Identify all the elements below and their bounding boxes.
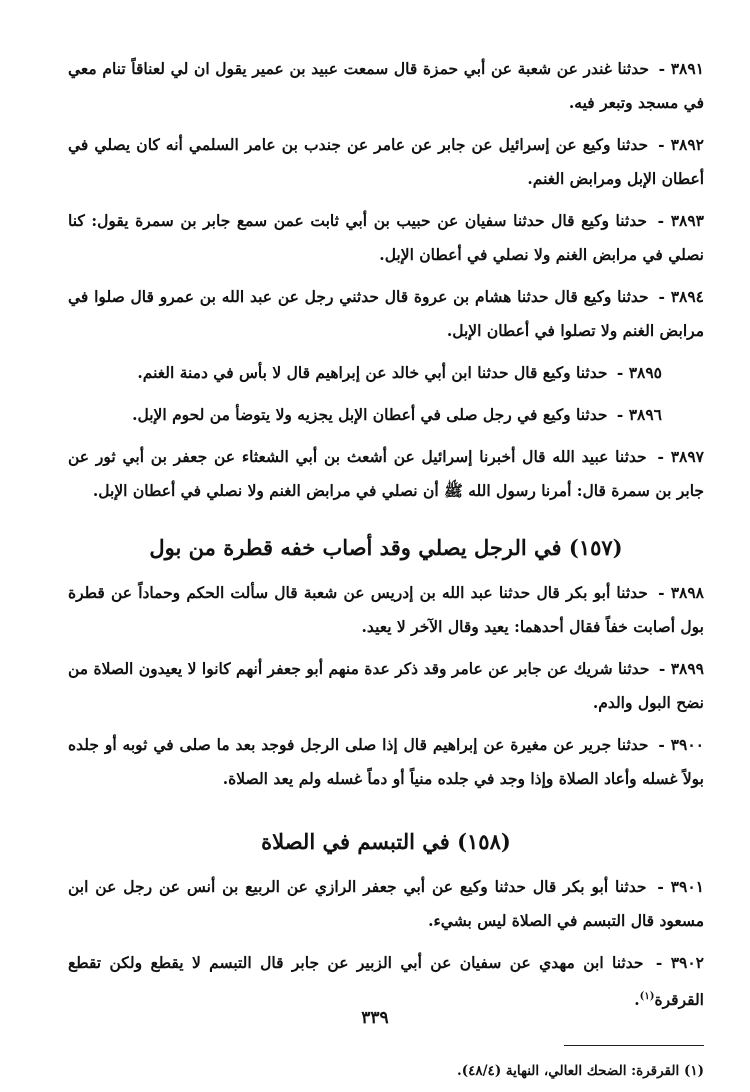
sentence-end: . — [634, 990, 640, 1010]
hadith-number: ٣٨٩٧ - — [657, 447, 704, 466]
hadith-text: حدثنا ابن مهدي عن سفيان عن أبي الزبير عن جابر قال التبسم لا يقطع ولكن تقطع القرقرة — [68, 953, 704, 1010]
hadith-entry-3902 — [68, 946, 704, 1017]
hadith-number: ٣٨٩٩ - — [658, 659, 704, 678]
footnote: (١) القرقرة: الضحك العالي، النهاية (٤٨/٤). — [457, 1063, 704, 1080]
hadith-number: ٣٨٩٢ - — [658, 135, 704, 154]
hadith-text: حدثنا غندر عن شعبة عن أبي حمزة قال سمعت عبيد بن عمير يقول ان لي لعناقاً تنام معي في مسجد وتبعر فيه. — [68, 59, 704, 112]
document-page — [68, 52, 704, 1082]
hadith-number: ٣٨٩٦ - — [616, 405, 662, 424]
hadith-number: ٣٩٠١ - — [657, 877, 704, 896]
hadith-entry-3893 — [68, 204, 704, 272]
hadith-text: حدثنا أبو بكر قال حدثنا عبد الله بن إدريس عن شعبة قال سألت الحكم وحماداً عن قطرة بول أصابت خفاً فقال أحدهما: يعيد وقال الآخر لا يعيد. — [68, 583, 704, 636]
hadith-entry-3894 — [68, 280, 704, 348]
hadith-entry-3895 — [68, 356, 704, 390]
hadith-entry-3897 — [68, 440, 704, 508]
hadith-number: ٣٩٠٠ - — [658, 735, 704, 754]
hadith-entry-3896 — [68, 398, 704, 432]
hadith-text: حدثنا وكيع قال حدثنا ابن أبي خالد عن إبراهيم قال لا بأس في دمنة الغنم. — [137, 363, 608, 382]
hadith-number: ٣٩٠٢ - — [655, 953, 704, 972]
hadith-entry-3891 — [68, 52, 704, 120]
hadith-text: حدثنا جرير عن مغيرة عن إبراهيم قال إذا صلى الرجل فوجد بعد ما صلى في ثوبه أو جلده بولاً غسله وأعاد الصلاة وإذا وجد في جلده منياً أو دماً غسله ولم يعد الصلاة. — [68, 735, 704, 788]
hadith-entry-3901 — [68, 870, 704, 938]
footnote-marker: (١) — [639, 991, 655, 1002]
hadith-number: ٣٨٩٤ - — [658, 287, 704, 306]
hadith-text: حدثنا وكيع قال حدثنا هشام بن عروة قال حدثني رجل عن عبد الله بن عمرو قال صلوا في مرابض الغنم ولا تصلوا في أعطان الإبل. — [68, 287, 704, 340]
hadith-text: حدثنا عبيد الله قال أخبرنا إسرائيل عن أشعث بن أبي الشعثاء عن جعفر بن أبي ثور عن جابر بن سمرة قال: أمرنا رسول الله ﷺ أن نصلي في مرابض الغنم ولا نصلي في أعطان الإبل. — [68, 447, 704, 500]
hadith-text: حدثنا شريك عن جابر عن عامر وقد ذكر عدة منهم أبو جعفر أنهم كانوا لا يعيدون الصلاة من نضح البول والدم. — [68, 659, 704, 712]
hadith-text: حدثنا أبو بكر قال حدثنا وكيع عن أبي جعفر الرازي عن الربيع بن أنس عن رجل عن ابن مسعود قال التبسم في الصلاة ليس بشيء. — [68, 877, 704, 930]
hadith-number: ٣٨٩٣ - — [657, 211, 704, 230]
hadith-entry-3892 — [68, 128, 704, 196]
hadith-text: حدثنا وكيع قال حدثنا سفيان عن حبيب بن أبي ثابت عمن سمع جابر بن سمرة يقول: كنا نصلي في مرابض الغنم ولا نصلي في أعطان الإبل. — [68, 211, 704, 264]
chapter-heading-158: (١٥٨) في التبسم في الصلاة — [261, 829, 511, 854]
hadith-entry-3899 — [68, 652, 704, 720]
hadith-entry-3898 — [68, 576, 704, 644]
chapter-heading-157: (١٥٧) في الرجل يصلي وقد أصاب خفه قطرة من بول — [149, 535, 623, 560]
hadith-number: ٣٨٩٨ - — [658, 583, 704, 602]
hadith-entry-3900 — [68, 728, 704, 796]
hadith-text: حدثنا وكيع عن إسرائيل عن جابر عن عامر عن جندب بن عامر السلمي أنه كان يصلي في أعطان الإبل ومرابض الغنم. — [68, 135, 704, 188]
hadith-text: حدثنا وكيع في رجل صلى في أعطان الإبل يجزيه ولا يتوضأ من لحوم الإبل. — [132, 405, 608, 424]
page-number: ٣٣٩ — [361, 1008, 389, 1028]
footnote-divider — [564, 1045, 704, 1046]
hadith-number: ٣٨٩٥ - — [616, 363, 662, 382]
hadith-number: ٣٨٩١ - — [658, 59, 704, 78]
